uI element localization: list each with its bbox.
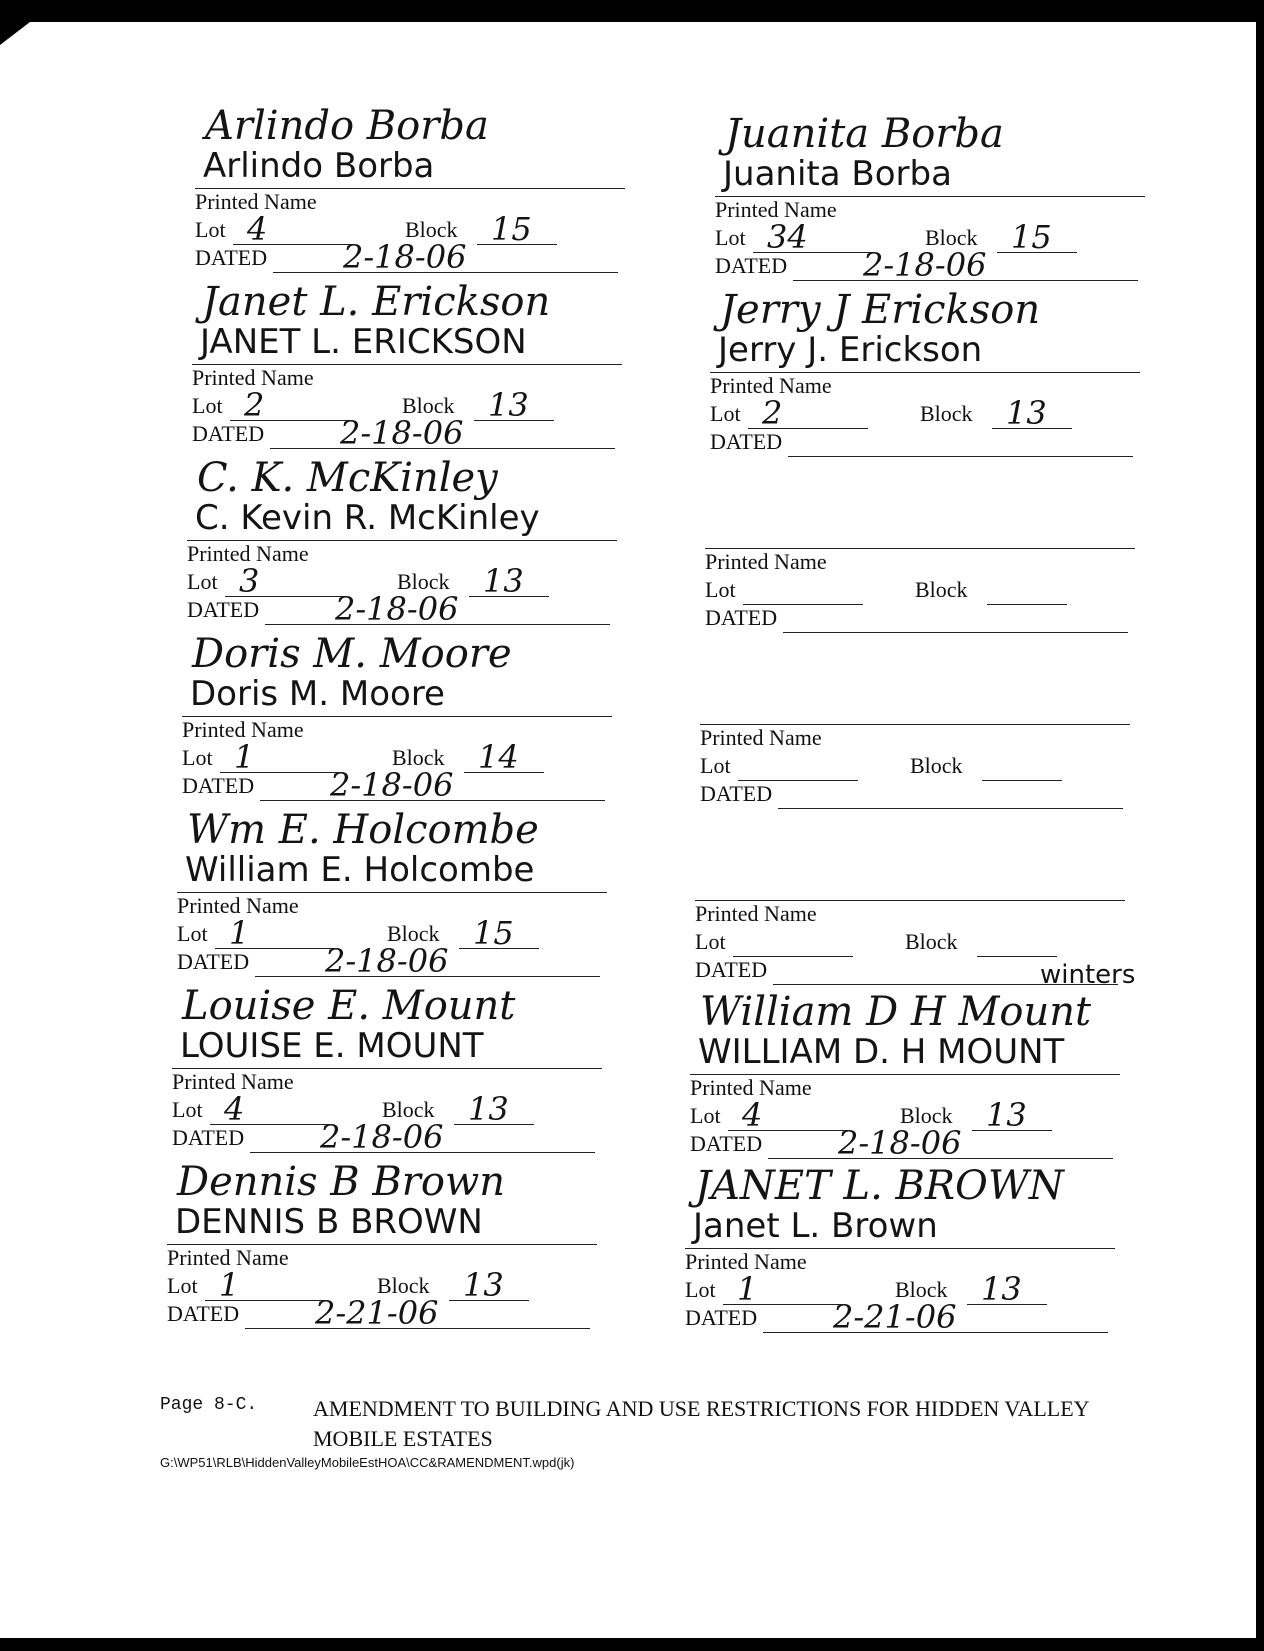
printed-name-value: Jerry J. Erickson (718, 330, 983, 370)
block-field (967, 1270, 1047, 1308)
dated-field (250, 1118, 595, 1156)
dated-value: 2-18-06 (343, 238, 467, 276)
dated-label: DATED (167, 1301, 240, 1326)
dated-value: 2-18-06 (335, 590, 459, 628)
signature-block-7 (182, 628, 622, 804)
footer-page-number: Page 8-C. (160, 1395, 258, 1415)
signature: Jerry J Erickson (720, 287, 1041, 333)
dated-field (270, 414, 615, 452)
printed-name-value: Janet L. Brown (693, 1206, 938, 1246)
signature-block-14 (685, 1160, 1125, 1336)
block-value: 13 (463, 1266, 504, 1304)
dated-value: 2-18-06 (320, 1118, 444, 1156)
dated-label: DATED (710, 429, 783, 454)
lot-value: 2 (244, 386, 265, 424)
block-label: Block (915, 577, 968, 602)
lot-label: Lot (705, 577, 736, 602)
dated-field (783, 604, 1128, 633)
lot-field (728, 1096, 848, 1134)
signature-block-4 (710, 284, 1150, 454)
lot-label: Lot (192, 393, 223, 418)
signature: Wm E. Holcombe (187, 807, 539, 853)
block-value: 13 (483, 562, 524, 600)
signature: William D H Mount (700, 989, 1092, 1035)
lot-label: Lot (685, 1277, 716, 1302)
signature-block-6 (705, 460, 1145, 630)
block-value: 13 (1006, 394, 1047, 432)
dated-label: DATED (690, 1131, 763, 1156)
dated-field (768, 1124, 1113, 1162)
signature-block-11 (172, 980, 612, 1156)
lot-field (205, 1266, 325, 1304)
signature: Arlindo Borba (205, 103, 489, 149)
printed-name-label: Printed Name (192, 365, 314, 390)
dated-label: DATED (192, 421, 265, 446)
signature-block-13 (167, 1156, 607, 1332)
dated-field (260, 766, 605, 804)
printed-name-value: LOUISE E. MOUNT (180, 1026, 484, 1066)
lot-value: 1 (229, 914, 250, 952)
lot-label: Lot (172, 1097, 203, 1122)
block-value: 13 (981, 1270, 1022, 1308)
dated-label: DATED (705, 605, 778, 630)
lot-value: 1 (219, 1266, 240, 1304)
dated-label: DATED (685, 1305, 758, 1330)
printed-name-value: Doris M. Moore (190, 674, 445, 714)
lot-field (210, 1090, 330, 1128)
margin-note: winters (1040, 960, 1136, 990)
dated-value: 2-18-06 (863, 246, 987, 284)
printed-name-value: Juanita Borba (723, 154, 952, 194)
lot-label: Lot (695, 929, 726, 954)
dated-value: 2-18-06 (325, 942, 449, 980)
lot-value: 4 (247, 210, 268, 248)
block-field (474, 386, 554, 424)
lot-label: Lot (710, 401, 741, 426)
block-value: 15 (1011, 218, 1052, 256)
lot-value: 4 (742, 1096, 763, 1134)
block-value: 15 (491, 210, 532, 248)
dated-field (255, 942, 600, 980)
dated-value: 2-18-06 (330, 766, 454, 804)
lot-value: 2 (762, 394, 783, 432)
block-field (977, 928, 1057, 957)
lot-label: Lot (715, 225, 746, 250)
block-field (972, 1096, 1052, 1134)
dated-label: DATED (172, 1125, 245, 1150)
signature: Janet L. Erickson (202, 279, 551, 325)
printed-name-label: Printed Name (187, 541, 309, 566)
dated-label: DATED (700, 781, 773, 806)
block-label: Block (405, 217, 458, 242)
dated-field (265, 590, 610, 628)
lot-field (230, 386, 350, 424)
dated-label: DATED (195, 245, 268, 270)
signature-block-5 (187, 452, 627, 628)
dated-value: 2-18-06 (838, 1124, 962, 1162)
block-field (454, 1090, 534, 1128)
lot-field (733, 928, 853, 957)
lot-label: Lot (177, 921, 208, 946)
block-label: Block (895, 1277, 948, 1302)
block-label: Block (377, 1273, 430, 1298)
block-value: 13 (488, 386, 529, 424)
lot-label: Lot (690, 1103, 721, 1128)
block-value: 14 (478, 738, 519, 776)
printed-name-label: Printed Name (690, 1075, 812, 1100)
dated-value: 2-21-06 (315, 1294, 439, 1332)
footer-title: AMENDMENT TO BUILDING AND USE RESTRICTIONS FOR HIDDEN VALLEY MOBILE ESTATES (313, 1396, 1089, 1451)
lot-value: 3 (239, 562, 260, 600)
lot-value: 1 (234, 738, 255, 776)
block-field (992, 394, 1072, 432)
lot-label: Lot (700, 753, 731, 778)
block-label: Block (920, 401, 973, 426)
signature-block-2 (715, 108, 1155, 284)
lot-value: 34 (767, 218, 808, 256)
printed-name-label: Printed Name (695, 901, 817, 926)
block-field (449, 1266, 529, 1304)
lot-field (753, 218, 873, 256)
lot-field (233, 210, 353, 248)
signature-block-12 (690, 960, 1136, 1162)
signature: Dennis B Brown (177, 1159, 506, 1205)
block-label: Block (905, 929, 958, 954)
signature: C. K. McKinley (197, 455, 498, 501)
dated-label: DATED (182, 773, 255, 798)
dated-field (788, 428, 1133, 457)
block-label: Block (900, 1103, 953, 1128)
lot-field (748, 394, 868, 432)
lot-label: Lot (167, 1273, 198, 1298)
printed-name-label: Printed Name (172, 1069, 294, 1094)
dated-field (273, 238, 618, 276)
printed-name-label: Printed Name (715, 197, 837, 222)
block-label: Block (392, 745, 445, 770)
dated-value: 2-18-06 (340, 414, 464, 452)
printed-name-label: Printed Name (177, 893, 299, 918)
block-field (469, 562, 549, 600)
block-label: Block (910, 753, 963, 778)
block-field (982, 752, 1062, 781)
footer-file-path: G:\WP51\RLB\HiddenValleyMobileEstHOA\CC&RAMENDMENT.wpd(jk) (160, 1455, 575, 1470)
lot-field (225, 562, 345, 600)
dated-field (778, 780, 1123, 809)
block-value: 13 (986, 1096, 1027, 1134)
dated-label: DATED (695, 957, 768, 982)
signature: JANET L. BROWN (695, 1163, 1064, 1209)
signature: Doris M. Moore (192, 631, 512, 677)
block-field (464, 738, 544, 776)
dated-label: DATED (177, 949, 250, 974)
lot-field (738, 752, 858, 781)
lot-field (220, 738, 340, 776)
dated-field (763, 1298, 1108, 1336)
printed-name-label: Printed Name (685, 1249, 807, 1274)
printed-name-value: WILLIAM D. H MOUNT (698, 1032, 1065, 1072)
block-field (477, 210, 557, 248)
block-label: Block (402, 393, 455, 418)
printed-name-label: Printed Name (195, 189, 317, 214)
lot-value: 4 (224, 1090, 245, 1128)
lot-label: Lot (187, 569, 218, 594)
dated-label: DATED (715, 253, 788, 278)
signature-block-3 (192, 276, 632, 452)
lot-label: Lot (182, 745, 213, 770)
block-field (997, 218, 1077, 256)
lot-value: 1 (737, 1270, 758, 1308)
lot-field (723, 1270, 843, 1308)
dated-field (245, 1294, 590, 1332)
signature-block-8 (700, 636, 1140, 806)
block-value: 13 (468, 1090, 509, 1128)
printed-name-value: C. Kevin R. McKinley (195, 498, 540, 538)
block-field (459, 914, 539, 952)
dated-field (793, 246, 1138, 284)
block-label: Block (387, 921, 440, 946)
block-label: Block (925, 225, 978, 250)
block-label: Block (397, 569, 450, 594)
signature: Louise E. Mount (182, 983, 516, 1029)
block-field (987, 576, 1067, 605)
printed-name-label: Printed Name (182, 717, 304, 742)
printed-name-value: DENNIS B BROWN (175, 1202, 483, 1242)
block-value: 15 (473, 914, 514, 952)
lot-field (215, 914, 335, 952)
dated-value: 2-21-06 (833, 1298, 957, 1336)
printed-name-value: JANET L. ERICKSON (200, 322, 527, 362)
lot-field (743, 576, 863, 605)
signature-block-9 (177, 804, 617, 980)
printed-name-value: Arlindo Borba (203, 146, 435, 186)
printed-name-label: Printed Name (700, 725, 822, 750)
lot-label: Lot (195, 217, 226, 242)
dated-label: DATED (187, 597, 260, 622)
printed-name-label: Printed Name (705, 549, 827, 574)
printed-name-value: William E. Holcombe (185, 850, 535, 890)
signature-block-1 (195, 100, 635, 276)
block-label: Block (382, 1097, 435, 1122)
signature: Juanita Borba (725, 111, 1004, 157)
printed-name-label: Printed Name (710, 373, 832, 398)
printed-name-label: Printed Name (167, 1245, 289, 1270)
